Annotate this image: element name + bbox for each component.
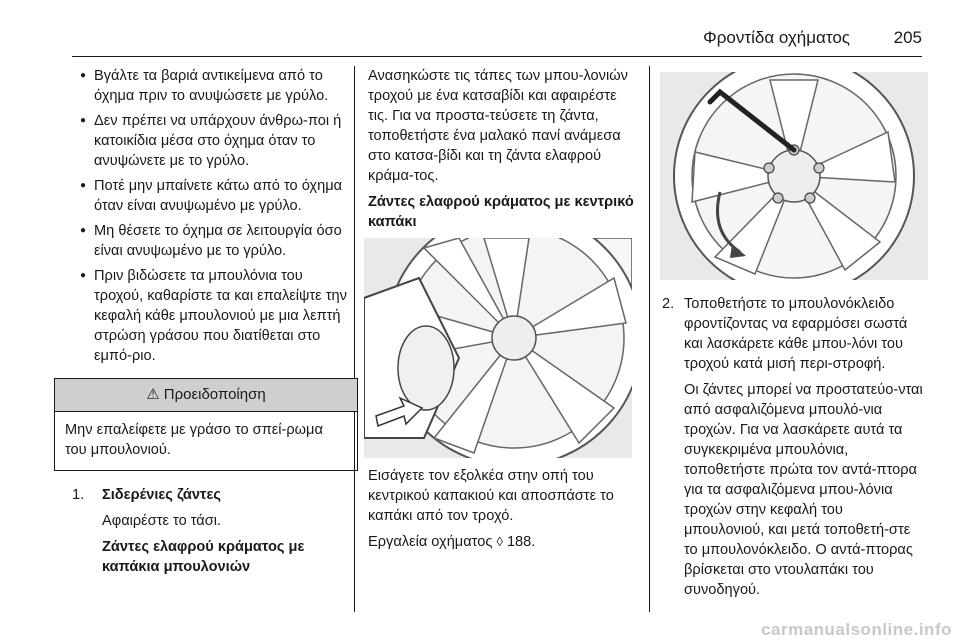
wheel-wrench-drawing — [660, 72, 928, 280]
reference-page: 188. — [506, 534, 536, 550]
step-title: Σιδερένιες ζάντες — [102, 487, 221, 503]
safety-bullet-list — [72, 66, 354, 366]
header-rule — [72, 56, 922, 57]
wheel-center-cap-drawing — [364, 238, 632, 458]
paragraph-bolt-caps: Ανασηκώστε τις τάπες των μπου-λονιών τροχού με ένα κατσαβίδι και αφαιρέστε τις. Για να προστα-τεύσετε τη ζάντα, τοποθετήστε ένα μαλακό πανί ανάμεσα στο κατσα-βίδι και τη ζάντα ελαφρού κράμα-τος. — [368, 68, 628, 184]
paragraph-locking-bolts: Οι ζάντες μπορεί να προστατεύο-νται από ασφαλιζόμενα μπουλό-νια τροχών. Για να λασκάρετε αυτά τα συγκεκριμένα μπουλόνια, τοποθετήστε πρώτα τον αντά-πτορα για τα ασφαλιζόμενα μπου-λόνια τροχών στην κεφαλή του μπουλονιού, και μετά τοποθετή-στε το μπουλονόκλειδο. Ο αντά-πτορας βρίσκεται στο ντουλαπάκι του συνοδηγού. — [684, 382, 923, 598]
warning-text: Μην επαλείφετε με γράσο το σπεί-ρωμα του μπουλονιού. — [65, 422, 323, 458]
reference-text: Εργαλεία οχήματος — [368, 534, 493, 550]
step-2-text: Τοποθετήστε το μπουλονόκλειδο φροντίζοντας να εφαρμόσει σωστά και λασκάρετε κάθε μπου-λόνι του τροχού κατά μισή περι-στροφή. — [684, 296, 908, 372]
step-number: 2. — [662, 296, 675, 312]
column-2 — [368, 66, 634, 558]
watermark: carmanualsonline.info — [761, 620, 952, 639]
bullet-item: ● Βγάλτε τα βαριά αντικείμενα από το όχημα πριν το ανυψώσετε με γρύλο. — [72, 66, 354, 106]
step-number: 1. — [72, 487, 85, 503]
warning-box — [54, 378, 358, 471]
step-2 — [662, 294, 924, 374]
cross-reference — [368, 532, 634, 552]
warning-icon: ⚠ — [146, 386, 160, 403]
column-3 — [662, 66, 924, 606]
column-divider-2 — [649, 66, 650, 612]
center-cap-illustration — [364, 238, 632, 458]
paragraph-center-cap: Εισάγετε τον εξολκέα στην οπή του κεντρικού καπακιού και αποσπάστε το καπάκι από τον τροχό. — [368, 468, 614, 524]
column-divider-1 — [354, 66, 355, 612]
bullet-item: ● Δεν πρέπει να υπάρχουν άνθρω-ποι ή κατοικίδια μέσα στο όχημα όταν το ανυψώνετε με το γρύλο. — [72, 111, 354, 171]
warning-title: Προειδοποίηση — [163, 386, 266, 403]
reference-icon: ◊ — [496, 534, 503, 549]
page-title: Φροντίδα οχήματος — [703, 28, 850, 47]
wheel-wrench-illustration — [660, 72, 928, 280]
bullet-item: ● Πριν βιδώσετε τα μπουλόνια του τροχού, καθαρίστε τα και επαλείψτε την κεφαλή κάθε μπουλονιού με μια λεπτή στρώση γράσου που διατίθεται στο εμπό-ριο. — [72, 266, 354, 366]
column-1 — [65, 66, 354, 583]
subheading-bolt-caps: Ζάντες ελαφρού κράματος με καπάκια μπουλονιών — [102, 539, 305, 575]
step-1 — [72, 485, 354, 505]
warning-header — [55, 379, 357, 412]
step-1-text: Αφαιρέστε το τάσι. — [102, 513, 222, 529]
page-number: 205 — [893, 28, 922, 47]
bullet-item: ● Ποτέ μην μπαίνετε κάτω από το όχημα όταν είναι ανυψωμένο με γρύλο. — [72, 176, 354, 216]
bullet-item: ● Μη θέσετε το όχημα σε λειτουργία όσο είναι ανυψωμένο με το γρύλο. — [72, 221, 354, 261]
subheading-center-cap: Ζάντες ελαφρού κράματος με κεντρικό καπάκι — [368, 194, 634, 230]
